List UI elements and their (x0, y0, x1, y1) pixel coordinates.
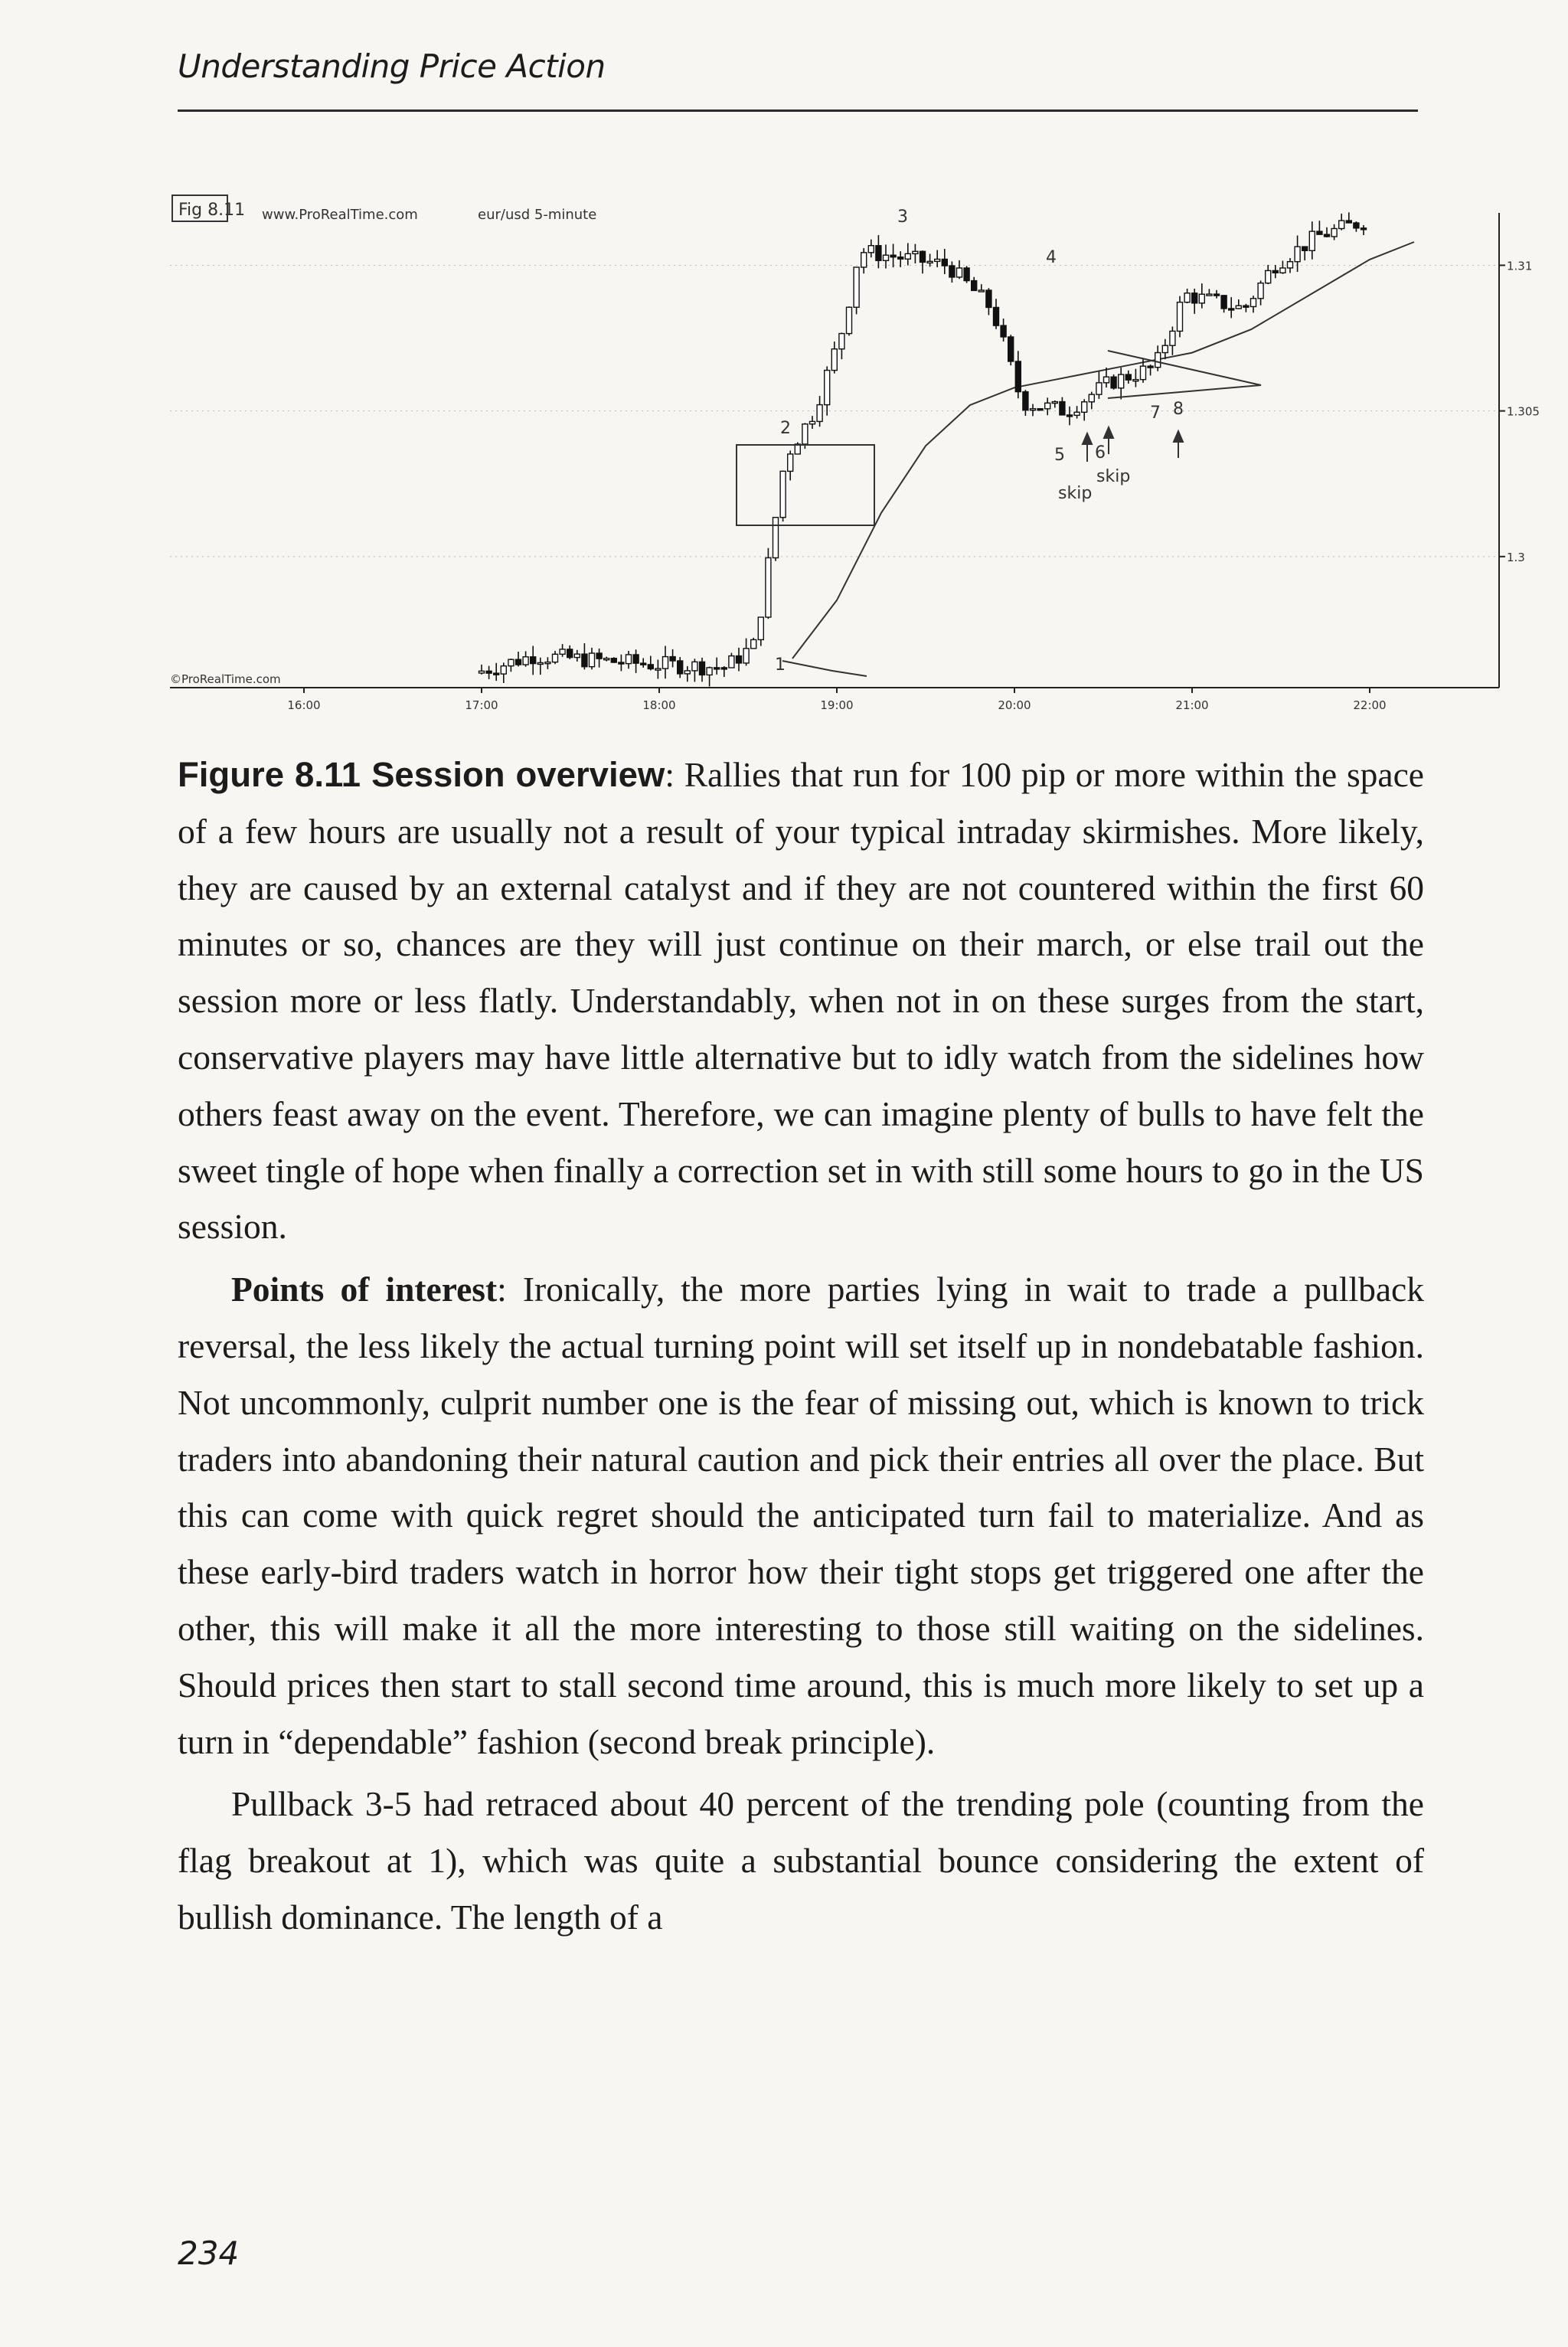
candle-body (663, 657, 668, 669)
candle (1133, 369, 1138, 387)
candle-body (773, 518, 779, 558)
candle (700, 658, 705, 682)
candle (1067, 407, 1073, 425)
candle-body (531, 657, 536, 664)
candle (1162, 339, 1168, 359)
candle (494, 663, 499, 681)
candle-body (1031, 409, 1036, 410)
candle-body (523, 657, 528, 665)
candle (1243, 304, 1249, 312)
candle (692, 659, 697, 682)
paragraph-text: : Ironically, the more parties lying in wait to trade a pullback reversal, the less likely the actual turning point will set itself up in nondebatable fashion. Not uncommonly, culprit number one is the fear of missing out, which is known to trick traders into abandoning their natural caution and pick their entries all over the place. But this can come with quick regret should the anticipated turn fail to materialize. And as these early-bird traders watch in horror how their tight stops get triggered one after the other, this will make it all the more interesting to those still waiting on the sidelines. Should prices then start to stall second time around, this is much more likely to set up a turn in “dependable” fashion (second break principle). (178, 1270, 1424, 1761)
candle (986, 288, 991, 315)
x-tick-label: 17:00 (465, 698, 498, 712)
candle-body (831, 349, 837, 371)
chart-source: www.ProRealTime.com (262, 207, 418, 223)
candle (678, 657, 683, 678)
candle (1280, 260, 1285, 273)
candle (1096, 371, 1102, 399)
candle (839, 332, 844, 359)
candle (567, 646, 573, 659)
candle (1119, 368, 1124, 399)
candle-body (890, 255, 896, 257)
label-1: 1 (775, 655, 786, 675)
candle (1317, 221, 1322, 234)
candle-body (1082, 402, 1087, 413)
x-axis-ticks (287, 688, 1386, 712)
candle (1089, 392, 1094, 410)
candle-body (1325, 234, 1330, 237)
candle-body (619, 662, 624, 664)
candle-body (678, 661, 683, 674)
candle (1272, 265, 1278, 278)
candle-body (1001, 325, 1006, 337)
candle-body (611, 659, 616, 662)
candle-body (898, 257, 903, 260)
candlestick-chart (170, 190, 1540, 726)
candle (1214, 290, 1220, 299)
flag-breakout-line (782, 661, 867, 676)
candle-body (1280, 268, 1285, 273)
candle-body (810, 421, 815, 423)
candle (1148, 364, 1153, 375)
candle (508, 659, 514, 672)
y-axis-ticks (1499, 259, 1540, 564)
candle (1125, 371, 1131, 384)
candle-body (766, 557, 771, 617)
label-4: 4 (1046, 248, 1057, 267)
candle-body (582, 654, 587, 667)
candle-body (516, 659, 521, 665)
candle-body (494, 673, 499, 675)
x-tick-label: 22:00 (1353, 698, 1387, 712)
candle-body (1178, 302, 1183, 332)
candle (1074, 406, 1080, 418)
x-tick-label: 19:00 (820, 698, 854, 712)
running-title: Understanding Price Action (178, 47, 606, 85)
candle-body (861, 253, 867, 267)
candle (876, 235, 881, 268)
candle-body (1243, 306, 1249, 307)
candle-body (1162, 345, 1168, 352)
candle (788, 450, 793, 480)
candle-body (964, 268, 969, 281)
candle-body (1119, 374, 1124, 388)
candle (1221, 295, 1227, 312)
candle (949, 261, 955, 283)
candle (648, 656, 653, 671)
candle (1288, 258, 1293, 273)
paragraph-pullback: Pullback 3-5 had retraced about 40 percent of the trending pole (counting from the flag breakout at 1), which was quite a substantial bounce considering the extent of bullish dominance. The length of a (178, 1784, 1424, 1937)
candle-body (545, 662, 550, 664)
candle (1008, 335, 1014, 365)
candle (810, 416, 815, 429)
x-tick-label: 16:00 (287, 698, 321, 712)
candle (1170, 326, 1175, 355)
candle (1060, 397, 1065, 416)
candle (684, 666, 690, 682)
candle (1236, 299, 1241, 309)
candle-body (1309, 231, 1315, 250)
candle (1325, 227, 1330, 237)
candle-body (596, 653, 602, 659)
candle (795, 442, 800, 453)
candle-body (986, 290, 991, 307)
body-text (178, 747, 1424, 1946)
candle (596, 649, 602, 668)
candle-body (1354, 223, 1359, 228)
candle (780, 470, 786, 521)
candle (861, 248, 867, 273)
candle (913, 244, 918, 263)
x-tick-label: 18:00 (642, 698, 676, 712)
candle-body (1317, 231, 1322, 234)
candle-body (700, 662, 705, 675)
candle (927, 253, 933, 266)
candle-body (655, 668, 661, 670)
candle-body (957, 268, 962, 277)
figure-tag: Fig 8.11 (178, 201, 246, 220)
header-rule (178, 110, 1418, 112)
candle (847, 306, 852, 335)
candle (743, 639, 749, 666)
candle (1361, 225, 1367, 235)
candle (721, 666, 727, 677)
candle-body (1008, 337, 1014, 361)
candle-body (729, 656, 734, 668)
candle (884, 244, 889, 268)
candle-body (1067, 415, 1073, 417)
candle (1037, 408, 1043, 410)
candle (1266, 265, 1271, 284)
candle (619, 655, 624, 672)
label-skip-upper: skip (1096, 467, 1131, 486)
x-tick-label: 21:00 (1175, 698, 1209, 712)
candle (1331, 224, 1337, 240)
candle-body (501, 666, 506, 674)
label-3: 3 (897, 208, 908, 227)
candle-body (780, 471, 786, 517)
candle-body (972, 281, 977, 291)
candle-body (626, 655, 632, 664)
candle-body (737, 656, 742, 663)
candle-body (802, 424, 808, 444)
candle-body (479, 671, 485, 673)
candle-body (537, 662, 543, 664)
candle-body (590, 653, 595, 667)
candle-body (1133, 380, 1138, 381)
candle-body (1052, 402, 1057, 404)
y-tick-label: 1.305 (1507, 404, 1540, 419)
candle-body (1037, 409, 1043, 410)
candle-body (707, 668, 712, 675)
candle-body (1207, 294, 1212, 296)
candle-body (825, 371, 830, 405)
candle (626, 651, 632, 668)
candle-body (714, 668, 720, 669)
candle (604, 657, 609, 662)
candle (545, 657, 550, 669)
candle-body (1302, 247, 1308, 250)
candle-body (927, 261, 933, 263)
candle-body (1251, 299, 1256, 307)
candle-body (641, 663, 646, 665)
candle-body (854, 267, 859, 307)
candle-body (1288, 262, 1293, 268)
candle (766, 548, 771, 619)
candle (758, 617, 763, 646)
label-8: 8 (1173, 400, 1184, 419)
paragraph-points-of-interest (178, 1261, 1424, 1770)
candle-body (1170, 331, 1175, 345)
candle (1295, 235, 1300, 272)
candle (633, 649, 639, 673)
candle-body (978, 290, 984, 292)
candle (560, 644, 565, 657)
candle-body (1346, 221, 1351, 223)
candle (1339, 214, 1344, 230)
candle (1184, 289, 1190, 303)
y-tick-label: 1.3 (1507, 550, 1525, 564)
candle-body (839, 334, 844, 349)
candle-body (1295, 247, 1300, 262)
candle (523, 651, 528, 666)
candle-body (817, 405, 822, 422)
candle-body (670, 657, 675, 661)
candle (935, 250, 940, 267)
candle (1052, 400, 1057, 407)
label-6: 6 (1095, 443, 1106, 463)
candle (516, 652, 521, 666)
x-tick-label: 20:00 (998, 698, 1031, 712)
candle (641, 658, 646, 667)
candle-body (758, 617, 763, 639)
candle-body (1015, 361, 1021, 392)
candle-body (1214, 294, 1220, 296)
candle (1199, 283, 1204, 309)
candle (831, 342, 837, 374)
candle (994, 299, 999, 329)
candle-body (560, 649, 565, 654)
candle (825, 366, 830, 415)
candle-body (1192, 293, 1197, 303)
candle (964, 266, 969, 283)
candle-body (788, 454, 793, 471)
candle-body (876, 246, 881, 261)
candle (920, 250, 926, 273)
candle-body (1272, 270, 1278, 273)
candle-body (920, 251, 926, 262)
candle (590, 648, 595, 669)
candle (729, 653, 734, 668)
candle-body (868, 246, 874, 253)
candle (670, 649, 675, 668)
candle (1346, 212, 1351, 223)
candle (972, 277, 977, 291)
candle-body (1148, 366, 1153, 368)
candle (1023, 390, 1028, 416)
candle-body (567, 649, 573, 658)
candle (854, 267, 859, 315)
candle (486, 666, 492, 679)
candle-body (1221, 296, 1227, 309)
candle (1015, 351, 1021, 398)
candle-body (1361, 228, 1367, 230)
candle (1192, 289, 1197, 314)
candle (1178, 296, 1183, 338)
candle-body (574, 654, 580, 657)
candle-body (486, 671, 492, 673)
candle (1111, 374, 1116, 390)
candle (868, 240, 874, 258)
candle (1258, 280, 1263, 305)
candle (501, 662, 506, 683)
candle (1354, 221, 1359, 232)
candle (1229, 297, 1234, 318)
candle-body (1331, 228, 1337, 236)
candle (957, 260, 962, 279)
candle-body (1339, 221, 1344, 228)
candle-body (1155, 353, 1161, 368)
candle-body (1089, 394, 1094, 402)
candle (479, 665, 485, 675)
candle-body (1125, 374, 1131, 380)
label-5: 5 (1054, 446, 1065, 465)
chart-instrument: eur/usd 5-minute (478, 207, 597, 223)
candle-body (884, 255, 889, 260)
candle (942, 249, 947, 274)
candle (1302, 247, 1308, 260)
candle (582, 643, 587, 669)
candle (1045, 397, 1050, 415)
candle-body (553, 654, 558, 662)
y-tick-label: 1.31 (1507, 259, 1533, 273)
candle (978, 284, 984, 292)
label-skip-lower: skip (1058, 484, 1093, 503)
candle-body (1045, 403, 1050, 408)
candle-body (743, 649, 749, 663)
flag-box (737, 445, 874, 525)
candle (574, 650, 580, 662)
candle (1155, 345, 1161, 371)
candle-body (1096, 383, 1102, 394)
candle (1207, 289, 1212, 296)
candle (663, 646, 668, 678)
candle (898, 251, 903, 267)
figure-caption (178, 747, 1424, 1255)
caption-label: Figure 8.11 Session overview (178, 755, 665, 794)
candle (655, 659, 661, 678)
candle-body (1229, 309, 1234, 310)
candle (817, 396, 822, 427)
grid-lines (170, 265, 1499, 556)
candle (537, 658, 543, 675)
candle-body (1023, 392, 1028, 410)
candle (890, 244, 896, 267)
candle (1251, 296, 1256, 312)
candle (707, 667, 712, 687)
candle-body (1060, 402, 1065, 415)
candle-body (1184, 293, 1190, 302)
candle-body (905, 253, 910, 259)
candle-body (1111, 377, 1116, 388)
candle-body (1236, 306, 1241, 309)
candle-body (633, 655, 639, 663)
candle-body (913, 251, 918, 253)
caption-text: : Rallies that run for 100 pip or more within the space of a few hours are usually not a result of your typical intraday skirmishes. More likely, they are caused by an external catalyst and if they are not countered within the first 60 minutes or so, chances are they will just continue on their march, or else trail out the session more or less flatly. Understandably, when not in on these surges from the start, conservative players may have little alternative but to idly watch from the sidelines how others feast away on the event. Therefore, we can imagine plenty of bulls to have felt the sweet tingle of hope when finally a correction set in with still some hours to go in the US session. (178, 755, 1425, 1247)
candle (1031, 404, 1036, 417)
candle-body (1266, 270, 1271, 283)
candle-body (684, 671, 690, 674)
candle (553, 651, 558, 664)
candle (714, 658, 720, 675)
candle (737, 648, 742, 672)
candle-body (942, 259, 947, 266)
candle-body (1199, 294, 1204, 303)
candle-body (935, 259, 940, 261)
candle-body (1104, 377, 1109, 383)
candle (905, 243, 910, 265)
label-2: 2 (780, 419, 791, 438)
page-number: 234 (178, 2234, 240, 2272)
candle (1309, 221, 1315, 260)
paragraph-lead: Points of interest (231, 1270, 498, 1309)
candle-body (1074, 412, 1080, 415)
candle-body (847, 307, 852, 333)
candle (1082, 399, 1087, 420)
candle-body (994, 307, 999, 325)
candle-body (949, 266, 955, 277)
candle (1001, 319, 1006, 342)
candle (611, 657, 616, 662)
chart-watermark: ©ProRealTime.com (170, 672, 281, 686)
candle (773, 517, 779, 561)
candle-body (604, 659, 609, 660)
candle (531, 646, 536, 675)
candle (751, 638, 756, 649)
candle-body (721, 668, 727, 669)
candle-body (1258, 283, 1263, 299)
candle-body (508, 659, 514, 665)
candle-body (1141, 366, 1146, 380)
candle-body (692, 662, 697, 671)
label-7: 7 (1150, 404, 1161, 423)
candle-body (648, 665, 653, 669)
candle-body (751, 639, 756, 648)
